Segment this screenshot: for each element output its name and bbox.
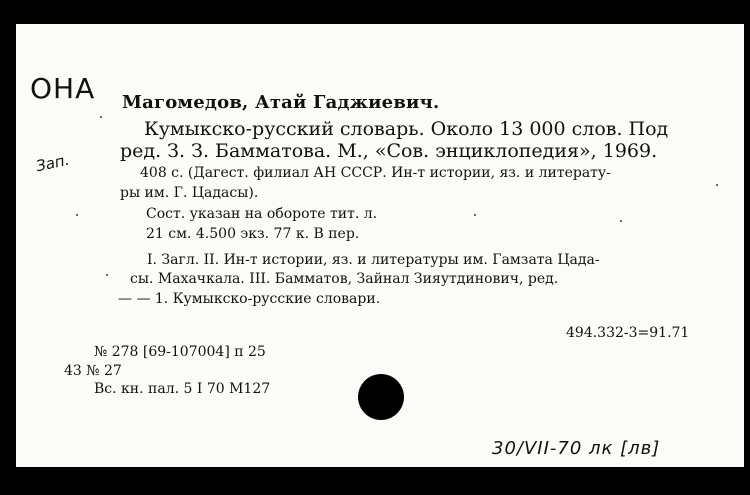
entry-tracing-line-3: — — 1. Кумыкско-русские словари. [118, 291, 381, 307]
registry-number-line-1: № 278 [69-107004] п 25 [94, 344, 266, 360]
ink-speck [100, 116, 102, 118]
ink-speck [76, 214, 78, 216]
entry-title-line-1: Кумыкско-русский словарь. Около 13 000 слов. Под [144, 118, 669, 140]
ink-speck [620, 220, 622, 222]
catalog-card [16, 24, 744, 467]
punched-hole [358, 374, 404, 420]
ink-speck [474, 214, 476, 216]
ink-speck [106, 274, 108, 276]
entry-tracing-line-2: сы. Махачкала. III. Бамматов, Зайнал Зияутдинович, ред. [130, 271, 559, 287]
handwritten-shelf-code: ОНА [30, 72, 96, 105]
registry-number-line-2: 43 № 27 [64, 363, 122, 379]
registry-number-line-3: Вс. кн. пал. 5 I 70 М127 [94, 381, 271, 397]
scan-border [0, 467, 750, 495]
entry-description-line-3: Сост. указан на обороте тит. л. [146, 206, 378, 222]
entry-description-line-2: ры им. Г. Цадасы). [120, 185, 259, 201]
ink-speck [716, 184, 718, 186]
entry-author: Магомедов, Атай Гаджиевич. [122, 92, 440, 113]
handwritten-date-note: 30/VII-70 лк [лв] [492, 438, 661, 459]
entry-description-line-4: 21 см. 4.500 экз. 77 к. В пер. [146, 226, 360, 242]
handwritten-margin-note: Зап. [34, 150, 71, 176]
entry-tracing-line-1: I. Загл. II. Ин-т истории, яз. и литературы им. Гамзата Цада- [147, 252, 600, 268]
entry-title-line-2: ред. З. З. Бамматова. М., «Сов. энциклопедия», 1969. [120, 140, 658, 162]
entry-description-line-1: 408 с. (Дагест. филиал АН СССР. Ин-т истории, яз. и литерату- [140, 165, 611, 181]
classification-index: 494.332-3=91.71 [566, 325, 690, 341]
